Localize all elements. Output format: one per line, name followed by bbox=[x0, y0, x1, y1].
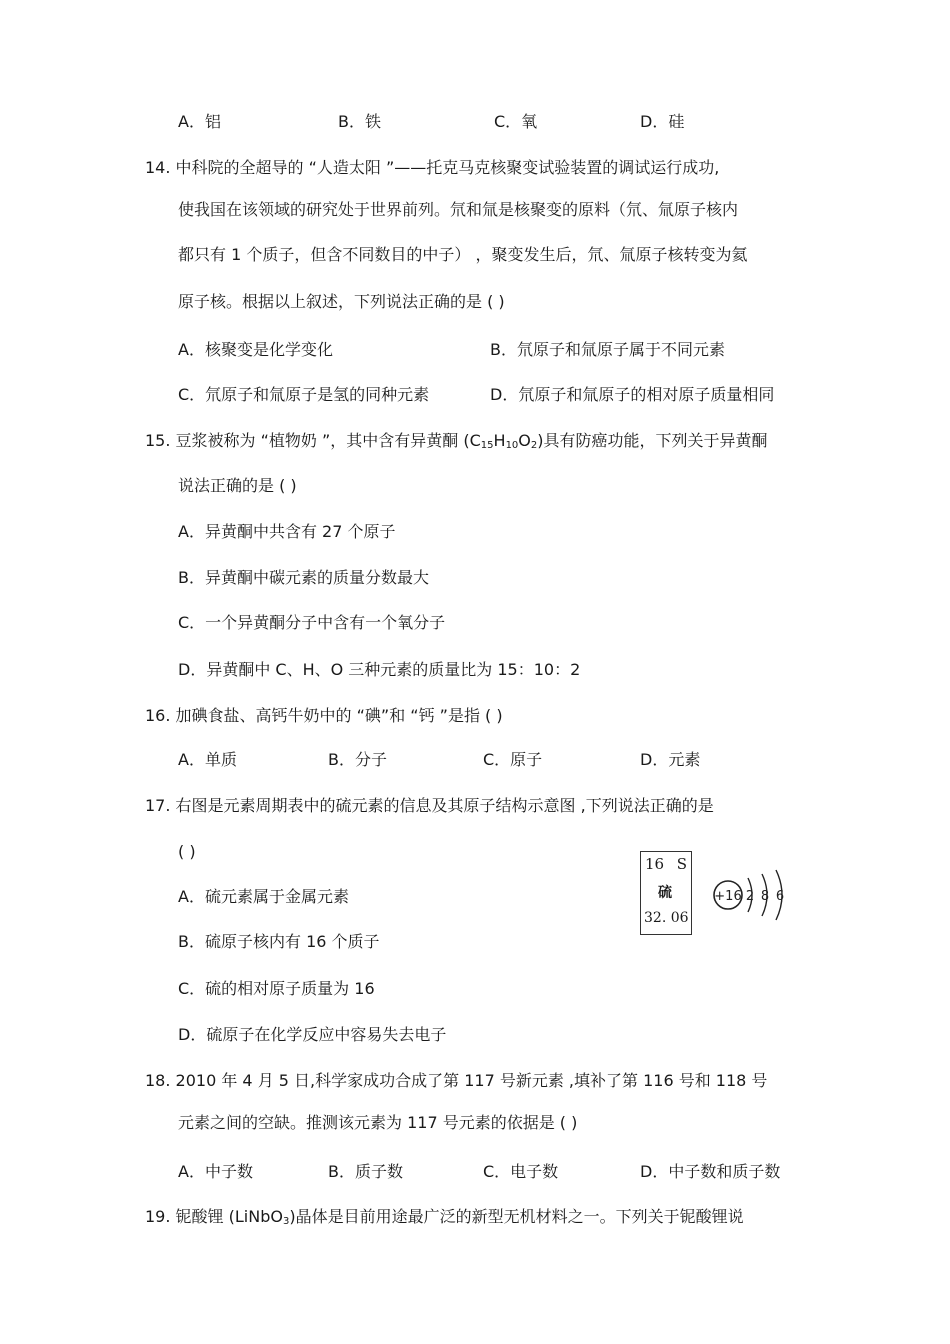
q15-option-b: B．异黄酮中碳元素的质量分数最大 bbox=[178, 568, 429, 587]
q16-option-c: C．原子 bbox=[483, 750, 543, 769]
element-name: 硫 bbox=[658, 885, 672, 901]
q18-option-b: B．质子数 bbox=[328, 1162, 403, 1181]
shell-3-electrons: 6 bbox=[775, 889, 785, 904]
q16-stem: 16. 加碘食盐、高钙牛奶中的 “碘”和 “钙 ”是指 ( ) bbox=[145, 706, 503, 725]
shell-2-electrons: 8 bbox=[760, 889, 770, 904]
nucleus-charge: +16 bbox=[714, 889, 742, 904]
q17-option-c: C．硫的相对原子质量为 16 bbox=[178, 979, 375, 998]
sulfur-element-figure bbox=[640, 848, 795, 940]
q18-stem-line-2: 元素之间的空缺。推测该元素为 117 号元素的依据是 ( ) bbox=[178, 1113, 578, 1132]
q14-stem-line-4: 原子核。根据以上叙述，下列说法正确的是 ( ) bbox=[178, 292, 505, 311]
atomic-number: 16 bbox=[645, 855, 665, 873]
q18-option-d: D．中子数和质子数 bbox=[640, 1162, 781, 1181]
q13-option-b: B．铁 bbox=[338, 112, 381, 131]
q16-option-d: D．元素 bbox=[640, 750, 701, 769]
q19-stem-line-1: 19. 铌酸锂 (LiNbO$_3$)晶体是目前用途最广泛的新型无机材料之一。下列关于铌酸锂说 bbox=[145, 1207, 744, 1227]
q17-option-b: B．硫原子核内有 16 个质子 bbox=[178, 932, 380, 951]
q15-option-d: D．异黄酮中 C、H、O 三种元素的质量比为 15：10：2 bbox=[178, 660, 581, 679]
q17-option-a: A．硫元素属于金属元素 bbox=[178, 887, 349, 906]
atomic-mass: 32. 06 bbox=[644, 910, 689, 926]
q13-option-a: A．铝 bbox=[178, 112, 221, 131]
q14-stem-line-3: 都只有 1 个质子，但含不同数目的中子） ，聚变发生后，氘、氚原子核转变为氦 bbox=[178, 245, 748, 264]
atomic-structure-diagram bbox=[710, 866, 795, 926]
q14-option-a: A．核聚变是化学变化 bbox=[178, 340, 333, 359]
q14-option-c: C．氘原子和氚原子是氢的同种元素 bbox=[178, 385, 430, 404]
q18-stem-line-1: 18. 2010 年 4 月 5 日,科学家成功合成了第 117 号新元素 ,填补了第 116 号和 118 号 bbox=[145, 1071, 768, 1090]
q15-stem-line-1: 15. 豆浆被称为 “植物奶 ”，其中含有异黄酮 $(C_{15}H_{10}O_2)$具有防癌功能，下列关于异黄酮 bbox=[145, 431, 768, 451]
q17-option-d: D．硫原子在化学反应中容易失去电子 bbox=[178, 1025, 447, 1044]
q18-option-a: A．中子数 bbox=[178, 1162, 253, 1181]
q13-option-d: D．硅 bbox=[640, 112, 685, 131]
q18-option-c: C．电子数 bbox=[483, 1162, 559, 1181]
q13-option-c: C．氧 bbox=[494, 112, 538, 131]
shell-1-electrons: 2 bbox=[745, 889, 755, 904]
q15-option-a: A．异黄酮中共含有 27 个原子 bbox=[178, 522, 396, 541]
q16-option-a: A．单质 bbox=[178, 750, 237, 769]
periodic-table-tile bbox=[640, 851, 692, 935]
q17-stem-line-1: 17. 右图是元素周期表中的硫元素的信息及其原子结构示意图 ,下列说法正确的是 bbox=[145, 796, 714, 815]
q15-stem-line-2: 说法正确的是 ( ) bbox=[178, 476, 297, 495]
q16-option-b: B．分子 bbox=[328, 750, 387, 769]
q15-option-c: C．一个异黄酮分子中含有一个氧分子 bbox=[178, 613, 446, 632]
element-symbol: S bbox=[676, 855, 687, 873]
q14-option-b: B．氘原子和氚原子属于不同元素 bbox=[490, 340, 725, 359]
q14-stem-line-2: 使我国在该领域的研究处于世界前列。氘和氚是核聚变的原料（氘、氚原子核内 bbox=[178, 200, 739, 219]
q17-stem-line-2: ( ) bbox=[178, 842, 196, 861]
q14-stem-line-1: 14. 中科院的全超导的 “人造太阳 ”——托克马克核聚变试验装置的调试运行成功, bbox=[145, 158, 720, 177]
q14-option-d: D．氘原子和氚原子的相对原子质量相同 bbox=[490, 385, 775, 404]
